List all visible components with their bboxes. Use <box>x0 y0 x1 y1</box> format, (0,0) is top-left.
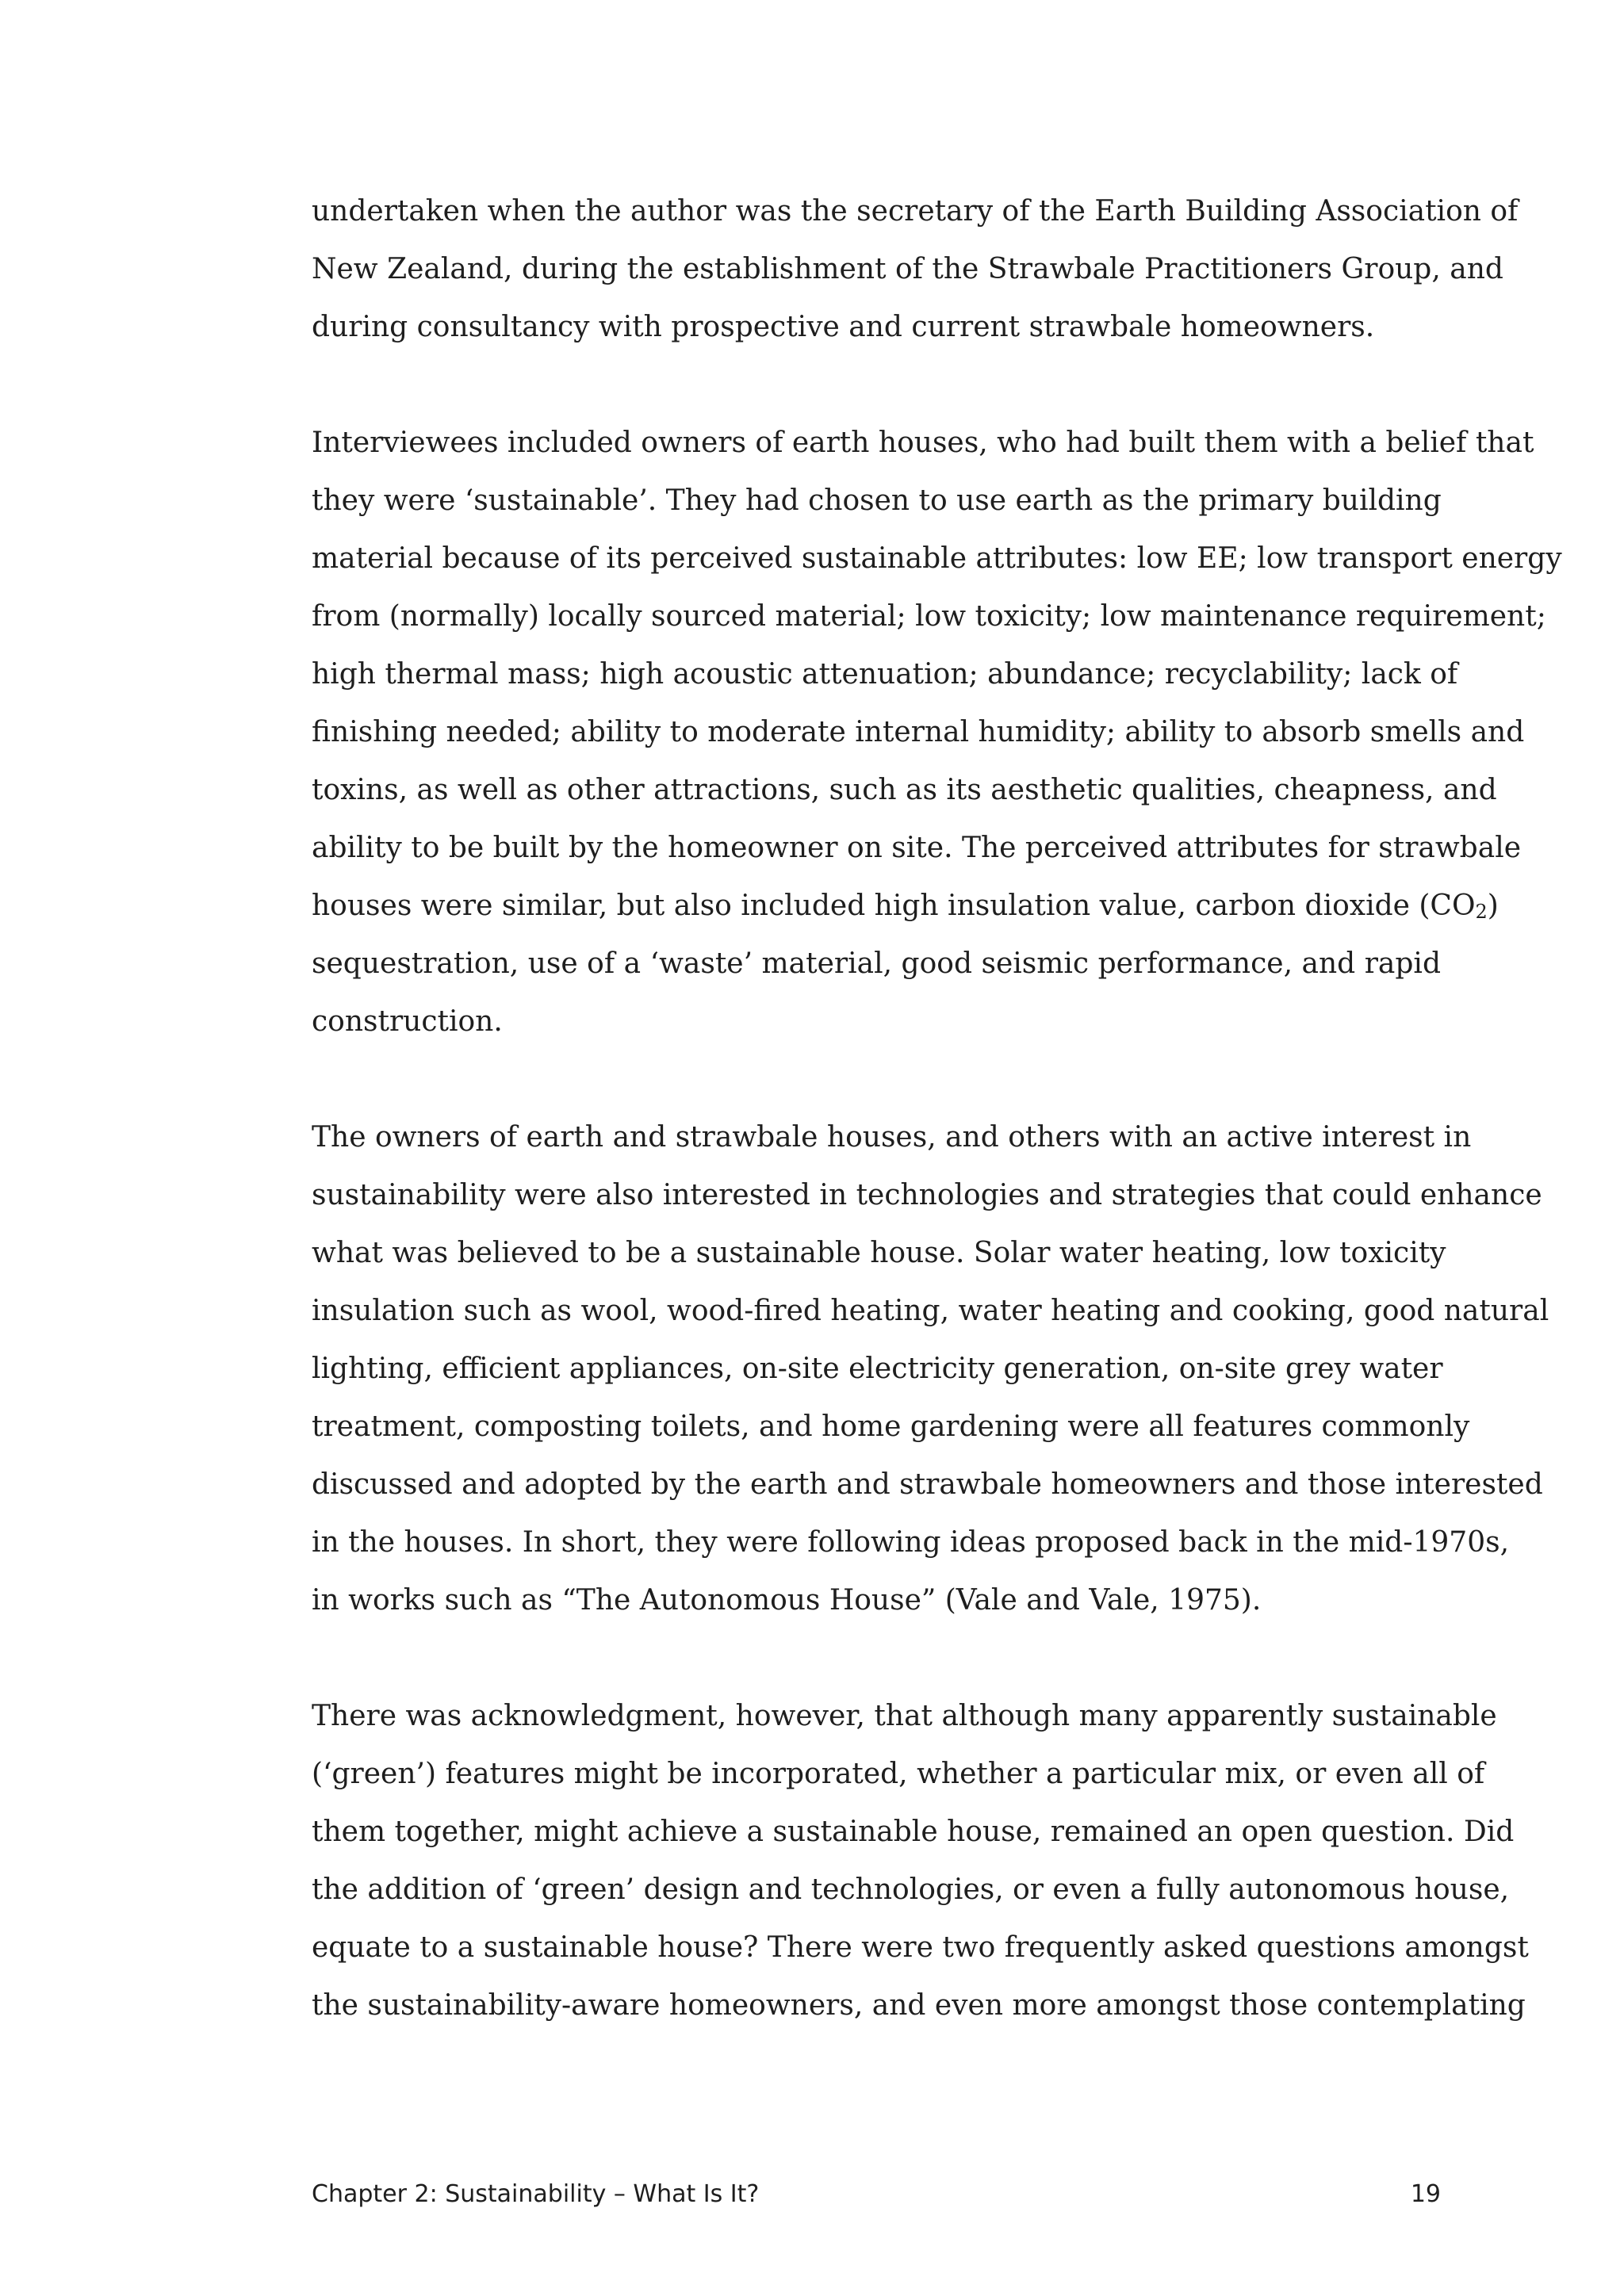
text-line: finishing needed; ability to moderate internal humidity; ability to absorb smells and <box>312 716 1525 748</box>
text-line: New Zealand, during the establishment of the Strawbale Practitioners Group, and <box>312 253 1503 285</box>
text-line: in the houses. In short, they were following ideas proposed back in the mid-1970s, <box>312 1526 1510 1559</box>
text-line-co2-main: houses were similar, but also included high insulation value, carbon dioxide (CO <box>312 890 1476 922</box>
text-line: There was acknowledgment, however, that although many apparently sustainable <box>312 1700 1497 1732</box>
text-line: what was believed to be a sustainable house. Solar water heating, low toxicity <box>312 1237 1446 1269</box>
text-line: they were ‘sustainable’. They had chosen to use earth as the primary building <box>312 484 1442 517</box>
page-footer <box>312 2180 1441 2220</box>
text-line: discussed and adopted by the earth and strawbale homeowners and those interested <box>312 1468 1543 1501</box>
text-line: lighting, efficient appliances, on-site electricity generation, on-site grey water <box>312 1353 1443 1385</box>
paragraph-1 <box>312 182 1519 356</box>
co2-close-paren: ) <box>1487 890 1499 922</box>
text-line: toxins, as well as other attractions, such as its aesthetic qualities, cheapness, and <box>312 774 1497 806</box>
body-text <box>312 182 1562 2092</box>
page-number: 19 <box>1410 2180 1441 2208</box>
text-line: The owners of earth and strawbale houses, and others with an active interest in <box>312 1121 1472 1154</box>
text-line: sustainability were also interested in technologies and strategies that could enhance <box>312 1179 1542 1211</box>
text-line: high thermal mass; high acoustic attenuation; abundance; recyclability; lack of <box>312 658 1458 691</box>
text-line: from (normally) locally sourced material; low toxicity; low maintenance requirement; <box>312 600 1546 633</box>
text-line: undertaken when the author was the secretary of the Earth Building Association of <box>312 195 1519 228</box>
text-line: (‘green’) features might be incorporated, whether a particular mix, or even all of <box>312 1758 1485 1790</box>
text-line: them together, might achieve a sustainable house, remained an open question. Did <box>312 1816 1515 1848</box>
chapter-title: Chapter 2: Sustainability – What Is It? <box>312 2180 760 2208</box>
paragraph-2 <box>312 414 1562 1050</box>
co2-subscript: 2 <box>1475 901 1488 923</box>
text-line: the addition of ‘green’ design and technologies, or even a fully autonomous house, <box>312 1873 1510 1906</box>
text-line: material because of its perceived sustainable attributes: low EE; low transport energy <box>312 542 1562 575</box>
text-line: Interviewees included owners of earth houses, who had built them with a belief that <box>312 427 1534 459</box>
text-line: insulation such as wool, wood-fired heating, water heating and cooking, good natural <box>312 1295 1549 1327</box>
text-line-co2 <box>312 877 1499 935</box>
paragraph-4 <box>312 1687 1529 2034</box>
text-line: construction. <box>312 1005 503 1038</box>
text-line: sequestration, use of a ‘waste’ material, good seismic performance, and rapid <box>312 947 1441 980</box>
text-line: in works such as “The Autonomous House” (Vale and Vale, 1975). <box>312 1584 1262 1617</box>
text-line: equate to a sustainable house? There were two frequently asked questions amongst <box>312 1931 1529 1964</box>
text-line: the sustainability-aware homeowners, and even more amongst those contemplating <box>312 1989 1526 2022</box>
text-line: ability to be built by the homeowner on site. The perceived attributes for strawbale <box>312 832 1522 864</box>
text-line: treatment, composting toilets, and home gardening were all features commonly <box>312 1410 1470 1443</box>
paragraph-3 <box>312 1108 1549 1629</box>
text-line: during consultancy with prospective and current strawbale homeowners. <box>312 311 1375 343</box>
